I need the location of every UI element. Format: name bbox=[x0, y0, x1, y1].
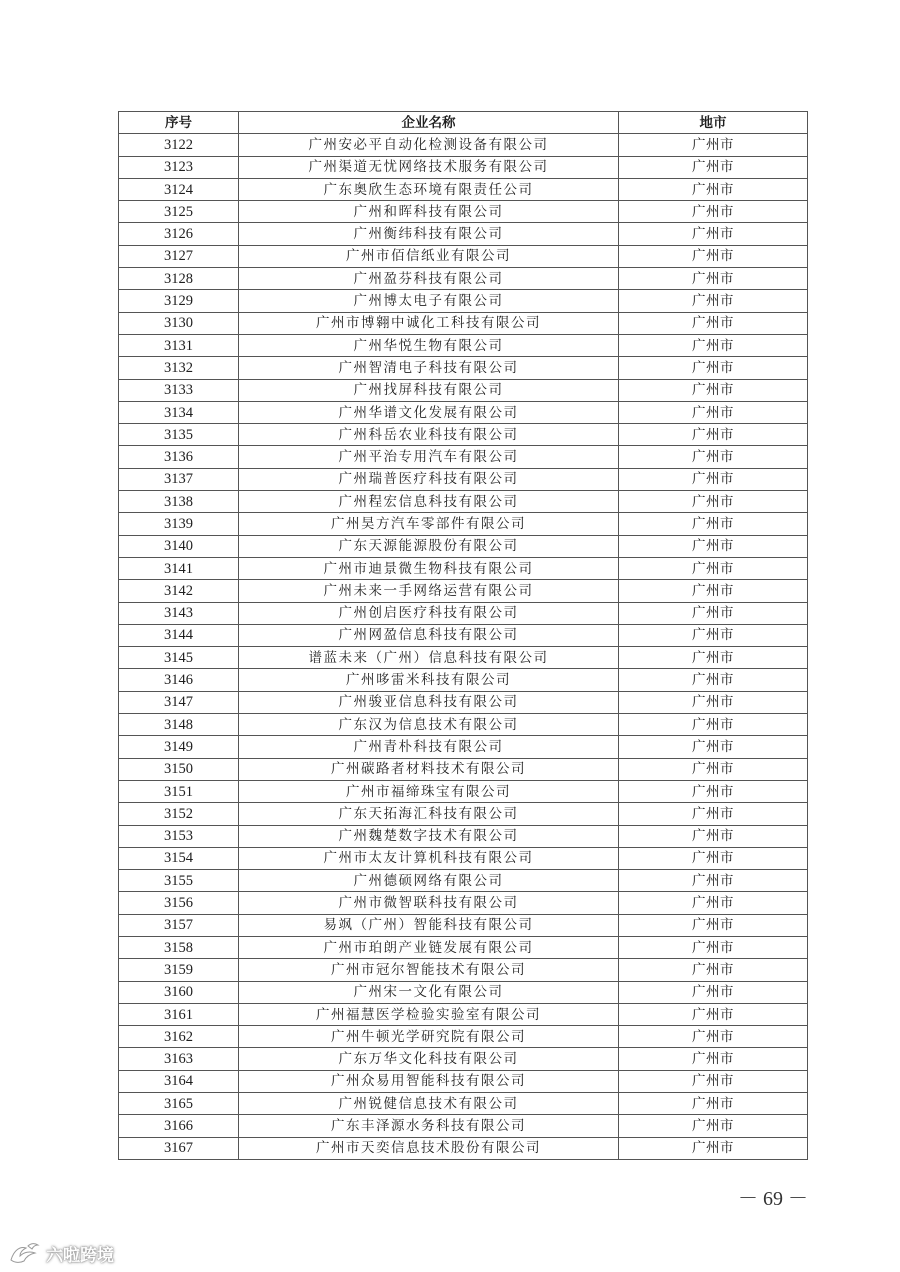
table-row bbox=[119, 1003, 808, 1025]
company-name: 广州安必平自动化检测设备有限公司 bbox=[239, 134, 619, 156]
company-name: 广州华谱文化发展有限公司 bbox=[239, 401, 619, 423]
city-name: 广州市 bbox=[619, 201, 808, 223]
row-number: 3123 bbox=[119, 156, 239, 178]
company-name: 广州博太电子有限公司 bbox=[239, 290, 619, 312]
table-row bbox=[119, 981, 808, 1003]
company-name: 广州昊方汽车零部件有限公司 bbox=[239, 513, 619, 535]
city-name: 广州市 bbox=[619, 691, 808, 713]
table-row bbox=[119, 357, 808, 379]
company-name: 广州碳路者材料技术有限公司 bbox=[239, 758, 619, 780]
company-name: 广东奥欣生态环境有限责任公司 bbox=[239, 178, 619, 200]
row-number: 3148 bbox=[119, 714, 239, 736]
table-row bbox=[119, 580, 808, 602]
row-number: 3144 bbox=[119, 624, 239, 646]
table-row bbox=[119, 1048, 808, 1070]
company-name: 易飒（广州）智能科技有限公司 bbox=[239, 914, 619, 936]
company-name: 广东天拓海汇科技有限公司 bbox=[239, 803, 619, 825]
watermark bbox=[8, 1240, 114, 1266]
company-name: 广州市迪景微生物科技有限公司 bbox=[239, 557, 619, 579]
company-name: 广州程宏信息科技有限公司 bbox=[239, 491, 619, 513]
table-row bbox=[119, 825, 808, 847]
row-number: 3132 bbox=[119, 357, 239, 379]
company-name: 广州德硕网络有限公司 bbox=[239, 870, 619, 892]
city-name: 广州市 bbox=[619, 959, 808, 981]
table-row bbox=[119, 424, 808, 446]
table-row bbox=[119, 379, 808, 401]
table-row bbox=[119, 468, 808, 490]
company-name: 广州衡纬科技有限公司 bbox=[239, 223, 619, 245]
city-name: 广州市 bbox=[619, 1026, 808, 1048]
table-row bbox=[119, 936, 808, 958]
row-number: 3134 bbox=[119, 401, 239, 423]
city-name: 广州市 bbox=[619, 223, 808, 245]
city-name: 广州市 bbox=[619, 357, 808, 379]
company-name: 广州骏亚信息科技有限公司 bbox=[239, 691, 619, 713]
city-name: 广州市 bbox=[619, 334, 808, 356]
watermark-text: 六啦跨境 bbox=[46, 1245, 114, 1266]
company-name: 广东天源能源股份有限公司 bbox=[239, 535, 619, 557]
city-name: 广州市 bbox=[619, 424, 808, 446]
table-row bbox=[119, 714, 808, 736]
row-number: 3136 bbox=[119, 446, 239, 468]
company-name: 广州找屏科技有限公司 bbox=[239, 379, 619, 401]
header-company-name: 企业名称 bbox=[239, 112, 619, 134]
row-number: 3137 bbox=[119, 468, 239, 490]
row-number: 3155 bbox=[119, 870, 239, 892]
company-table bbox=[118, 111, 808, 1160]
city-name: 广州市 bbox=[619, 535, 808, 557]
table-row bbox=[119, 134, 808, 156]
row-number: 3128 bbox=[119, 268, 239, 290]
row-number: 3167 bbox=[119, 1137, 239, 1159]
table-row bbox=[119, 201, 808, 223]
row-number: 3131 bbox=[119, 334, 239, 356]
table-row bbox=[119, 557, 808, 579]
company-name: 广州市博翱中诚化工科技有限公司 bbox=[239, 312, 619, 334]
row-number: 3135 bbox=[119, 424, 239, 446]
row-number: 3156 bbox=[119, 892, 239, 914]
company-name: 广州福慧医学检验实验室有限公司 bbox=[239, 1003, 619, 1025]
table-row bbox=[119, 446, 808, 468]
city-name: 广州市 bbox=[619, 758, 808, 780]
table-row bbox=[119, 892, 808, 914]
company-name: 广州魏楚数字技术有限公司 bbox=[239, 825, 619, 847]
table-row bbox=[119, 780, 808, 802]
company-name: 广州盈芬科技有限公司 bbox=[239, 268, 619, 290]
city-name: 广州市 bbox=[619, 491, 808, 513]
table-row bbox=[119, 1137, 808, 1159]
table-header bbox=[119, 112, 808, 134]
city-name: 广州市 bbox=[619, 401, 808, 423]
city-name: 广州市 bbox=[619, 1137, 808, 1159]
company-name: 广州渠道无忧网络技术服务有限公司 bbox=[239, 156, 619, 178]
company-name: 广州宋一文化有限公司 bbox=[239, 981, 619, 1003]
city-name: 广州市 bbox=[619, 825, 808, 847]
company-name: 广东丰泽源水务科技有限公司 bbox=[239, 1115, 619, 1137]
table-header-row bbox=[119, 112, 808, 134]
city-name: 广州市 bbox=[619, 557, 808, 579]
city-name: 广州市 bbox=[619, 1003, 808, 1025]
row-number: 3151 bbox=[119, 780, 239, 802]
row-number: 3145 bbox=[119, 647, 239, 669]
company-name: 广州市太友计算机科技有限公司 bbox=[239, 847, 619, 869]
row-number: 3149 bbox=[119, 736, 239, 758]
company-name: 广州哆雷米科技有限公司 bbox=[239, 669, 619, 691]
city-name: 广州市 bbox=[619, 513, 808, 535]
city-name: 广州市 bbox=[619, 468, 808, 490]
city-name: 广州市 bbox=[619, 1070, 808, 1092]
company-name: 广州科岳农业科技有限公司 bbox=[239, 424, 619, 446]
table-row bbox=[119, 1070, 808, 1092]
city-name: 广州市 bbox=[619, 1115, 808, 1137]
header-number: 序号 bbox=[119, 112, 239, 134]
table-row bbox=[119, 401, 808, 423]
row-number: 3159 bbox=[119, 959, 239, 981]
company-name: 广州平治专用汽车有限公司 bbox=[239, 446, 619, 468]
page-number: － 69 － bbox=[738, 1188, 808, 1210]
city-name: 广州市 bbox=[619, 379, 808, 401]
row-number: 3146 bbox=[119, 669, 239, 691]
table-row bbox=[119, 870, 808, 892]
table-row bbox=[119, 959, 808, 981]
row-number: 3147 bbox=[119, 691, 239, 713]
table-row bbox=[119, 156, 808, 178]
city-name: 广州市 bbox=[619, 714, 808, 736]
city-name: 广州市 bbox=[619, 870, 808, 892]
table-row bbox=[119, 602, 808, 624]
company-name: 广州网盈信息科技有限公司 bbox=[239, 624, 619, 646]
company-name: 广州智清电子科技有限公司 bbox=[239, 357, 619, 379]
table-row bbox=[119, 1115, 808, 1137]
city-name: 广州市 bbox=[619, 290, 808, 312]
company-name: 广东汉为信息技术有限公司 bbox=[239, 714, 619, 736]
company-name: 广州牛顿光学研究院有限公司 bbox=[239, 1026, 619, 1048]
table-row bbox=[119, 914, 808, 936]
table-row bbox=[119, 847, 808, 869]
company-name: 广州创启医疗科技有限公司 bbox=[239, 602, 619, 624]
table-row bbox=[119, 178, 808, 200]
row-number: 3157 bbox=[119, 914, 239, 936]
table-row bbox=[119, 1026, 808, 1048]
city-name: 广州市 bbox=[619, 1048, 808, 1070]
company-name: 广州华悦生物有限公司 bbox=[239, 334, 619, 356]
phoenix-logo-icon bbox=[8, 1240, 42, 1266]
company-name: 广州市福缔珠宝有限公司 bbox=[239, 780, 619, 802]
city-name: 广州市 bbox=[619, 245, 808, 267]
city-name: 广州市 bbox=[619, 669, 808, 691]
company-name: 广州市珀朗产业链发展有限公司 bbox=[239, 936, 619, 958]
city-name: 广州市 bbox=[619, 736, 808, 758]
city-name: 广州市 bbox=[619, 981, 808, 1003]
table-row bbox=[119, 758, 808, 780]
city-name: 广州市 bbox=[619, 580, 808, 602]
row-number: 3158 bbox=[119, 936, 239, 958]
row-number: 3127 bbox=[119, 245, 239, 267]
table-row bbox=[119, 223, 808, 245]
table-row bbox=[119, 491, 808, 513]
city-name: 广州市 bbox=[619, 847, 808, 869]
company-name: 广东万华文化科技有限公司 bbox=[239, 1048, 619, 1070]
row-number: 3130 bbox=[119, 312, 239, 334]
city-name: 广州市 bbox=[619, 647, 808, 669]
company-name: 广州瑞普医疗科技有限公司 bbox=[239, 468, 619, 490]
company-name: 广州市佰信纸业有限公司 bbox=[239, 245, 619, 267]
city-name: 广州市 bbox=[619, 446, 808, 468]
city-name: 广州市 bbox=[619, 780, 808, 802]
table-row bbox=[119, 1093, 808, 1115]
row-number: 3166 bbox=[119, 1115, 239, 1137]
table-row bbox=[119, 535, 808, 557]
row-number: 3142 bbox=[119, 580, 239, 602]
row-number: 3153 bbox=[119, 825, 239, 847]
row-number: 3139 bbox=[119, 513, 239, 535]
row-number: 3163 bbox=[119, 1048, 239, 1070]
header-city: 地市 bbox=[619, 112, 808, 134]
company-name: 广州未来一手网络运营有限公司 bbox=[239, 580, 619, 602]
city-name: 广州市 bbox=[619, 268, 808, 290]
table-row bbox=[119, 245, 808, 267]
row-number: 3133 bbox=[119, 379, 239, 401]
table-row bbox=[119, 312, 808, 334]
table-row bbox=[119, 647, 808, 669]
table-row bbox=[119, 624, 808, 646]
city-name: 广州市 bbox=[619, 936, 808, 958]
city-name: 广州市 bbox=[619, 178, 808, 200]
company-name: 广州和晖科技有限公司 bbox=[239, 201, 619, 223]
city-name: 广州市 bbox=[619, 892, 808, 914]
row-number: 3140 bbox=[119, 535, 239, 557]
city-name: 广州市 bbox=[619, 624, 808, 646]
row-number: 3122 bbox=[119, 134, 239, 156]
row-number: 3154 bbox=[119, 847, 239, 869]
company-name: 谱蓝未来（广州）信息科技有限公司 bbox=[239, 647, 619, 669]
city-name: 广州市 bbox=[619, 312, 808, 334]
city-name: 广州市 bbox=[619, 134, 808, 156]
company-name: 广州市微智联科技有限公司 bbox=[239, 892, 619, 914]
table-row bbox=[119, 691, 808, 713]
table-row bbox=[119, 803, 808, 825]
row-number: 3124 bbox=[119, 178, 239, 200]
company-name: 广州市天奕信息技术股份有限公司 bbox=[239, 1137, 619, 1159]
company-name: 广州市冠尔智能技术有限公司 bbox=[239, 959, 619, 981]
row-number: 3162 bbox=[119, 1026, 239, 1048]
city-name: 广州市 bbox=[619, 602, 808, 624]
row-number: 3138 bbox=[119, 491, 239, 513]
city-name: 广州市 bbox=[619, 156, 808, 178]
company-name: 广州众易用智能科技有限公司 bbox=[239, 1070, 619, 1092]
city-name: 广州市 bbox=[619, 803, 808, 825]
row-number: 3141 bbox=[119, 557, 239, 579]
table-row bbox=[119, 290, 808, 312]
city-name: 广州市 bbox=[619, 1093, 808, 1115]
row-number: 3129 bbox=[119, 290, 239, 312]
row-number: 3152 bbox=[119, 803, 239, 825]
row-number: 3125 bbox=[119, 201, 239, 223]
table-row bbox=[119, 669, 808, 691]
table-row bbox=[119, 513, 808, 535]
row-number: 3126 bbox=[119, 223, 239, 245]
row-number: 3160 bbox=[119, 981, 239, 1003]
company-name: 广州青朴科技有限公司 bbox=[239, 736, 619, 758]
row-number: 3150 bbox=[119, 758, 239, 780]
row-number: 3143 bbox=[119, 602, 239, 624]
company-name: 广州锐健信息技术有限公司 bbox=[239, 1093, 619, 1115]
row-number: 3164 bbox=[119, 1070, 239, 1092]
table-row bbox=[119, 334, 808, 356]
table-body bbox=[119, 134, 808, 1160]
table-row bbox=[119, 736, 808, 758]
row-number: 3161 bbox=[119, 1003, 239, 1025]
row-number: 3165 bbox=[119, 1093, 239, 1115]
city-name: 广州市 bbox=[619, 914, 808, 936]
table-row bbox=[119, 268, 808, 290]
